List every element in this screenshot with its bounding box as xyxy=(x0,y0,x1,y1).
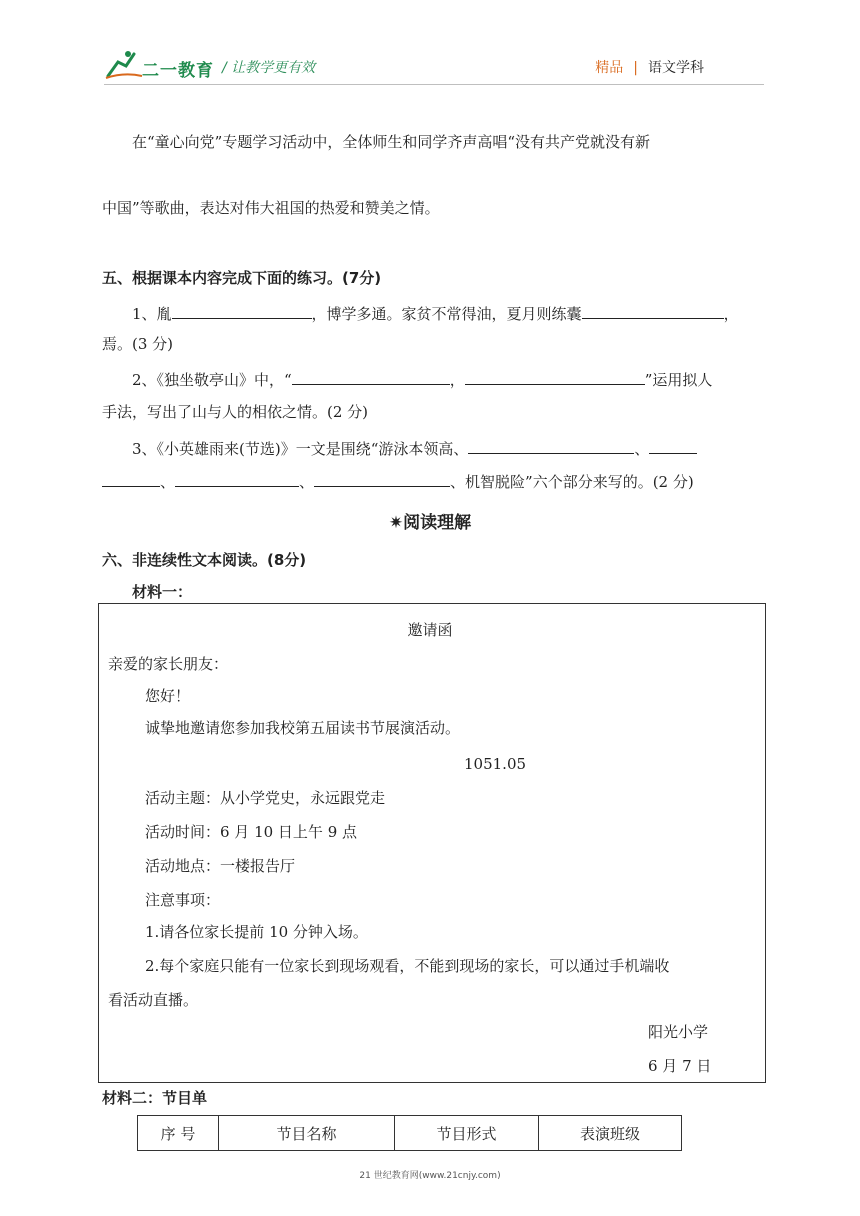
col-header-form: 节目形式 xyxy=(395,1116,539,1151)
tag-separator: | xyxy=(633,60,638,76)
invitation-signer: 阳光小学 xyxy=(648,1023,709,1041)
answer-blank[interactable] xyxy=(175,470,299,487)
answer-blank[interactable] xyxy=(102,470,160,487)
invitation-theme: 活动主题：从小学党史，永远跟党走 xyxy=(145,789,386,807)
invitation-note-2-cont: 看活动直播。 xyxy=(108,991,199,1009)
answer-blank[interactable] xyxy=(314,470,450,487)
invitation-note-2: 2.每个家庭只能有一位家长到现场观看，不能到现场的家长，可以通过手机端收 xyxy=(145,957,670,975)
q5-item-1 xyxy=(132,302,739,324)
col-header-name: 节目名称 xyxy=(219,1116,395,1151)
answer-blank[interactable] xyxy=(582,302,724,319)
q5-item3-cont xyxy=(102,470,694,492)
runner-logo-icon xyxy=(104,48,144,80)
answer-blank[interactable] xyxy=(649,437,697,454)
logo xyxy=(104,48,216,80)
q5-item2-text-b: ， xyxy=(449,371,465,389)
q5-item1-text-c: ， xyxy=(723,305,739,323)
col-header-class: 表演班级 xyxy=(539,1116,682,1151)
material2-label: 材料二：节目单 xyxy=(102,1089,208,1107)
invitation-box xyxy=(98,603,766,1083)
q5-title: 五、根据课本内容完成下面的练习。(7分) xyxy=(102,269,382,287)
invitation-title: 邀请函 xyxy=(407,621,453,639)
q5-item3-text-b: 、 xyxy=(634,440,650,458)
q5-item2-text-a: 2、《独坐敬亭山》中，“ xyxy=(132,371,292,389)
q5-item3-text-c: 、 xyxy=(160,473,176,491)
q5-item1-text-a: 1、胤 xyxy=(132,305,172,323)
q5-item1-cont: 焉。(3 分) xyxy=(102,335,174,353)
invitation-code: 1051.05 xyxy=(464,755,527,773)
q5-item3-text-a: 3、《小英雄雨来(节选)》一文是围绕“游泳本领高、 xyxy=(132,440,469,458)
slogan: / 让教学更有效 xyxy=(222,60,316,76)
header-tags xyxy=(595,57,704,77)
section-title: ✷阅读理解 xyxy=(388,513,472,533)
header-divider xyxy=(104,84,764,85)
invitation-note-1: 1.请各位家长提前 10 分钟入场。 xyxy=(145,923,368,941)
logo-text: 二一教育 xyxy=(142,61,214,81)
quality-tag: 精品 xyxy=(595,60,624,76)
q5-item2-text-c: ”运用拟人 xyxy=(644,371,713,389)
intro-line-2: 中国”等歌曲，表达对伟大祖国的热爱和赞美之情。 xyxy=(102,199,440,217)
program-table xyxy=(137,1115,682,1151)
col-header-index: 序 号 xyxy=(138,1116,219,1151)
table-header-row xyxy=(138,1116,682,1151)
subject-tag: 语文学科 xyxy=(648,60,704,76)
invitation-greeting: 您好！ xyxy=(145,687,191,705)
intro-line-1: 在“童心向党”专题学习活动中，全体师生和同学齐声高唱“没有共产党就没有新 xyxy=(132,133,651,151)
q5-item1-text-b: ，博学多通。家贫不常得油，夏月则练囊 xyxy=(311,305,582,323)
answer-blank[interactable] xyxy=(465,368,645,385)
q5-item3-text-e: 、机智脱险”六个部分来写的。(2 分) xyxy=(450,473,694,491)
page-header xyxy=(104,48,760,84)
material1-label: 材料一： xyxy=(132,583,193,601)
invitation-body: 诚挚地邀请您参加我校第五届读书节展演活动。 xyxy=(145,719,461,737)
invitation-date: 6 月 7 日 xyxy=(648,1057,712,1075)
q6-title: 六、非连续性文本阅读。(8分) xyxy=(102,551,307,569)
answer-blank[interactable] xyxy=(292,368,450,385)
answer-blank[interactable] xyxy=(172,302,312,319)
q5-item-2 xyxy=(132,368,712,390)
q5-item2-cont: 手法，写出了山与人的相依之情。(2 分) xyxy=(102,403,369,421)
q5-item-3 xyxy=(132,437,697,459)
invitation-place: 活动地点：一楼报告厅 xyxy=(145,857,296,875)
page-footer: 21 世纪教育网(www.21cnjy.com) xyxy=(359,1171,501,1181)
q5-item3-text-d: 、 xyxy=(299,473,315,491)
invitation-salutation: 亲爱的家长朋友： xyxy=(108,655,229,673)
answer-blank[interactable] xyxy=(468,437,634,454)
invitation-notes-title: 注意事项： xyxy=(145,891,221,909)
invitation-time: 活动时间：6 月 10 日上午 9 点 xyxy=(145,823,358,841)
